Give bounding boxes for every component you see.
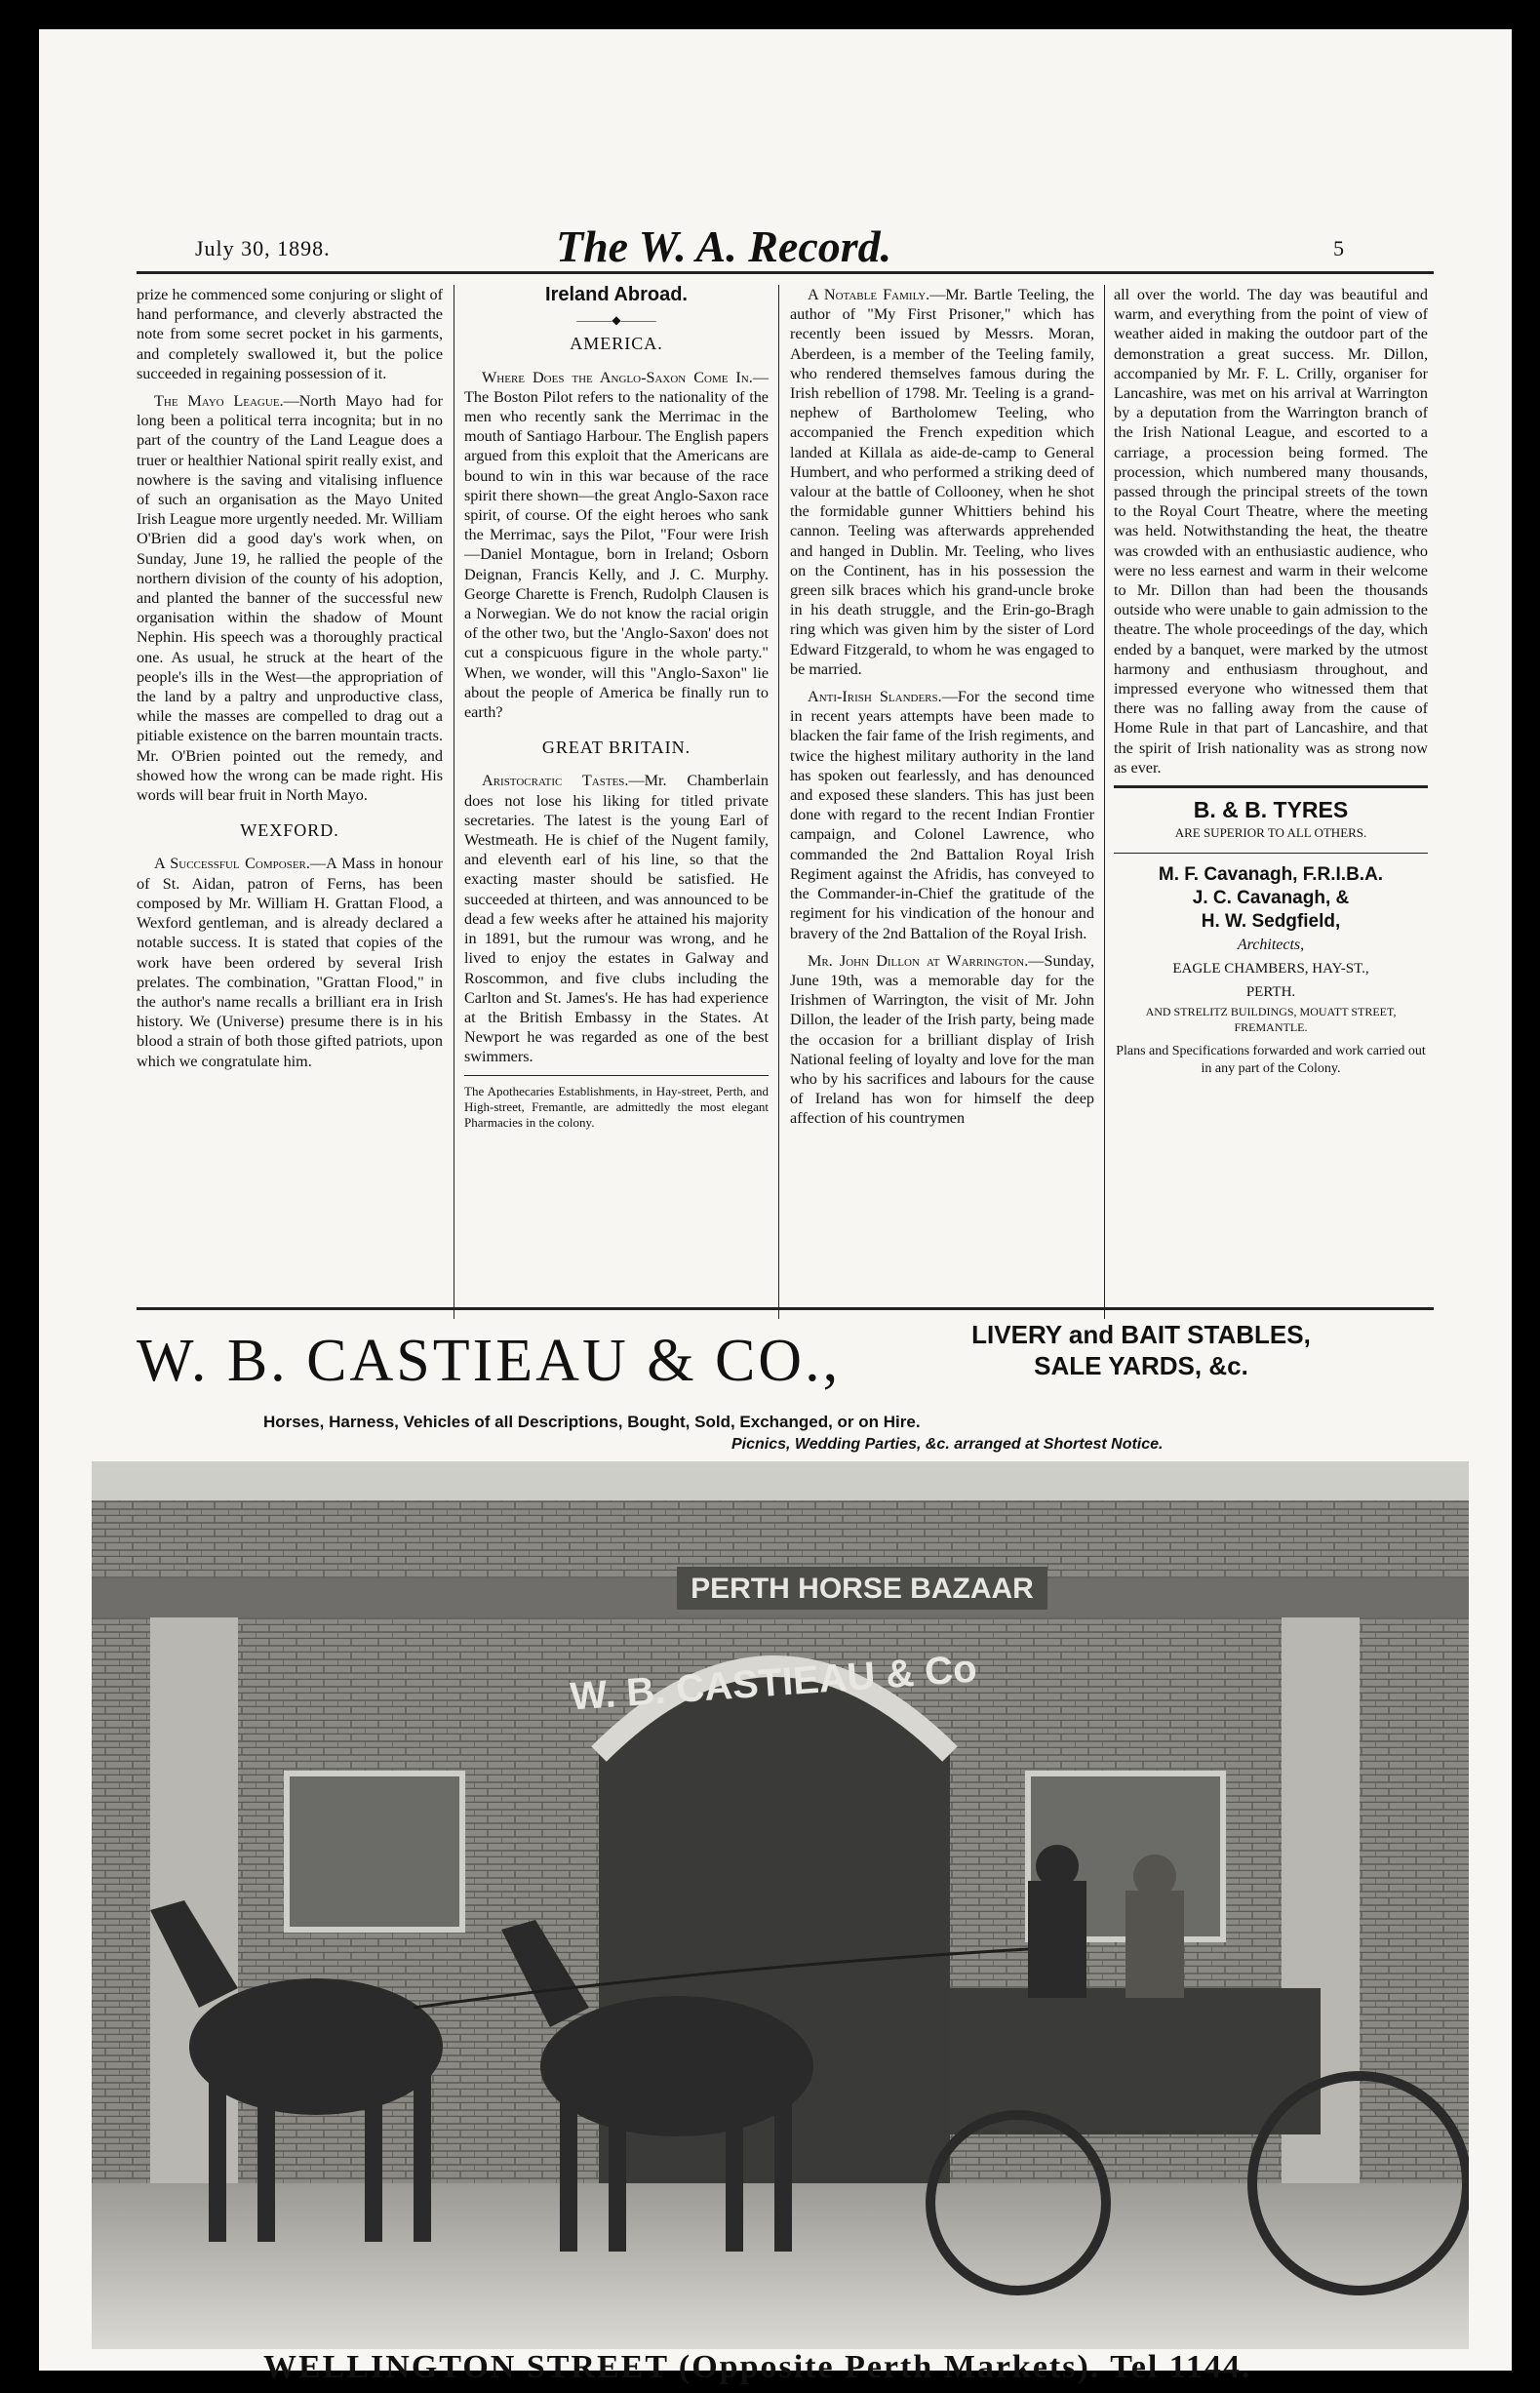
masthead: The W. A. Record.: [556, 221, 892, 271]
paragraph-lead: The Mayo League.: [154, 392, 284, 411]
paragraph-body: —Mr. Bartle Teeling, the author of "My First Prisoner," which has recently been issued by Messrs. Moran, Aberdeen, is a member of the Teeling family, who rendered themselves famous during the Irish rebellion of 1798. Mr. Teeling is a grand-nephew of Bartholomew Teeling, who accompanied the French expedition which landed at Killala as aide-de-camp to General Humbert, and who performed a striking deed of valour at the battle of Collooney, when he shot the formidable gunner Whittiers behind his cannon. Teeling was afterwards apprehended and hanged in Dublin. Mr. Teeling, who lives on the Continent, has in his possession the green silk braces which his grand-uncle broke in his death struggle, and the Erin-go-Bragh ring which was given him by the sister of Lord Edward Fitzgerald, to whom he was engaged to be married.: [790, 286, 1094, 678]
notice-rule: [464, 1075, 769, 1076]
paragraph-dillon: [790, 951, 1094, 1129]
architects-city: PERTH.: [1245, 984, 1296, 1001]
pharmacy-notice: The Apothecaries Establishments, in Hay-street, Perth, and High-street, Fremantle, are admittedly the most elegant Pharmacies in the colony.: [464, 1083, 769, 1130]
ad-rule: [1114, 785, 1428, 788]
section-heading-wexford: WEXFORD.: [240, 820, 339, 841]
paragraph-mayo-league: [137, 391, 443, 805]
architects-advert: [1114, 863, 1428, 1078]
ornament-rule: ———◆———: [576, 313, 656, 328]
column-3: [790, 285, 1094, 1137]
stable-photograph: [92, 1461, 1469, 2349]
page-header: [39, 221, 1512, 271]
section-heading-great-britain: GREAT BRITAIN.: [541, 738, 691, 758]
architects-address: EAGLE CHAMBERS, HAY-ST.,: [1172, 961, 1369, 977]
paragraph-anglo-saxon: [464, 368, 769, 723]
paragraph-body: —North Mayo had for long been a political terra incognita; but in no part of the country of the Land League does a truer or healthier National spirit really exist, and nowhere is the saving and vitalising influence of such an organisation as the Mayo United Irish League more urgently needed. Mr. William O'Brien did a good day's work when, on Sunday, June 19, he rallied the people of the northern division of the county of his adoption, and planted the banner of the successful new organisation within the shadow of Mount Nephin. His speech was a thoroughly practical one. As usual, he struck at the heart of the people's ills in the West—the appropriation of the land by a paltry and unproductive class, while the masses are compelled to drag out a pitiable existence on the barren mountain tracts. Mr. O'Brien pointed out the remedy, and showed how the wrong can be made right. His words will bear fruit in North Mayo.: [137, 392, 443, 805]
column-divider: [778, 285, 779, 1319]
paragraph-composer: [137, 854, 443, 1070]
tyres-title: B. & B. TYRES: [1193, 797, 1349, 823]
paragraph-body: —Sunday, June 19th, was a memorable day for the Irishmen of Warrington, the visit of Mr. John Dillon, the leader of the Irish party, being made the occasion for a brilliant display of Irish National feeling of loyalty and love for the man who by his sacrifices and labours for the cause of Ireland has won for himself the deep affection of his countrymen: [790, 951, 1094, 1128]
column-2: [464, 269, 769, 1138]
architect-name: J. C. Cavanagh, &: [1192, 888, 1350, 909]
paragraph-aristocratic: [464, 771, 769, 1066]
paragraph-lead: Anti-Irish Slanders.: [808, 688, 942, 706]
paragraph-notable-family: [790, 285, 1094, 679]
advert-rule: [137, 1307, 1434, 1310]
paragraph: all over the world. The day was beautiful and warm, and everything from the point of view of weather aided in making the outdoor part of the demonstration a great success. Mr. Dillon, accompanied by Mr. F. L. Crilly, organiser for Lancashire, was met on his arrival at Warrington by a deputation from the Warrington branch of the Irish National League, and escorted to a carriage, a procession being formed. The procession, which numbered many thousands, passed through the principal streets of the town to the Royal Court Theatre, where the meeting was held. Notwithstanding the heat, the theatre was crowded with an enthusiastic audience, who were no less earnest and warm in their welcome to Mr. Dillon than had been the thousands outside who were unable to gain admission to the theatre. The whole proceedings of the day, which ended by a banquet, were marked by the utmost harmony and enthusiasm throughout, and impressed everyone who witnessed them that there was no falling away from the cause of Home Rule in that part of Lancashire, and that the spirit of Irish nationality was as strong now as ever.: [1114, 286, 1428, 777]
ad-rule: [1114, 853, 1428, 854]
livery-line-2: SALE YARDS, &c.: [1034, 1351, 1248, 1380]
tyres-advert: [1114, 796, 1428, 843]
advert-livery: [888, 1319, 1395, 1381]
livery-line-1: LIVERY and BAIT STABLES,: [971, 1320, 1311, 1349]
section-heading-america: AMERICA.: [570, 334, 663, 354]
column-divider: [1104, 285, 1105, 1319]
paragraph-lead: A Successful Composer.: [154, 855, 310, 873]
paragraph-lead: A Notable Family.: [808, 286, 930, 303]
advert-services: Horses, Harness, Vehicles of all Descriptions, Bought, Sold, Exchanged, or on Hire.: [263, 1413, 921, 1431]
header-rule: [137, 271, 1434, 274]
tyres-subtitle: ARE SUPERIOR TO ALL OTHERS.: [1174, 825, 1367, 841]
paragraph-body: —Mr. Chamberlain does not lose his liking for titled private secretaries. The latest is the young Earl of Westmeath. He is chief of the Nugent family, and eleventh earl of his line, so that the exacting master should be satisfied. He succeeded at thirteen, and was announced to be dead a few weeks after he attained his majority in 1891, but the rumour was wrong, and he lived to enjoy the estates in Galway and Roscommon, and five clubs including the Carlton and St. James's. He has had experience at the British Embassy in the States. At Newport he was regarded as one of the best swimmers.: [464, 772, 770, 1066]
column-4: [1114, 285, 1428, 1078]
issue-date: July 30, 1898.: [195, 236, 331, 260]
sign-castieau-arch: W. B. CASTIEAU & Co: [569, 1647, 979, 1719]
architects-address-2: AND STRELITZ BUILDINGS, MOUATT STREET, FREMANTLE.: [1145, 1005, 1397, 1035]
advert-picnics: Picnics, Wedding Parties, &c. arranged at Shortest Notice.: [731, 1436, 1164, 1453]
paragraph-anti-irish: [790, 687, 1094, 943]
paragraph: prize he commenced some conjuring or slight of hand performance, and cleverly abstracted the note from some secret pocket in his garments, and completely swallowed it, but the police succeeded in regaining possession of it.: [137, 286, 443, 382]
advert-company-name: W. B. CASTIEAU & CO.,: [137, 1328, 842, 1394]
architect-name: M. F. Cavanagh, F.R.I.B.A.: [1158, 864, 1384, 886]
paragraph-lead: Aristocratic Tastes.: [482, 772, 629, 790]
page-number: 5: [1333, 236, 1344, 260]
newspaper-page: [39, 29, 1512, 2385]
advert-footer: WELLINGTON STREET (Opposite Perth Markets). Tel 1144.: [263, 2349, 1252, 2385]
sign-perth-horse-bazaar: PERTH HORSE BAZAAR: [691, 1573, 1034, 1605]
architect-name: H. W. Sedgfield,: [1201, 911, 1341, 933]
column-1: [137, 285, 443, 1079]
paragraph-body: —For the second time in recent years attempts have been made to blacken the fair fame of the Irish regiments, and twice the highest military authority in the land has spoken out fearlessly, and has denounced and exposed these slanders. This has just been done with regard to the recent Indian Frontier campaign, and Colonel Lawrence, who commanded the 2nd Battalion Royal Irish Regiment against the Afridis, has conveyed to the Commander-in-Chief the gratitude of the regiment for his vindication of the honour and bravery of the 2nd Battalion of the Royal Irish.: [790, 688, 1094, 942]
paragraph-lead: Where Does the Anglo-Saxon Come In.: [482, 368, 753, 386]
article-title: Ireland Abroad.: [545, 284, 688, 305]
architects-note: Plans and Specifications forwarded and work carried out in any part of the Colony.: [1116, 1044, 1426, 1077]
paragraph-lead: Mr. John Dillon at Warrington.: [808, 951, 1029, 970]
paragraph-body: —A Mass in honour of St. Aidan, patron of Ferns, has been composed by Mr. William H. Grattan Flood, a Wexford gentleman, and is already declared a notable success. It is stated that copies of the work have been ordered by several Irish prelates. The combination, "Grattan Flood," in the author's name recalls a brilliant era in Irish history. We (Universe) presume there is in his blood a strain of both those gifted patriots, upon which we congratulate him.: [137, 855, 443, 1070]
paragraph-body: —The Boston Pilot refers to the nationality of the men who recently sank the Merrimac in the mouth of Santiago Harbour. The English papers argued from this exploit that the Americans are bound to win in this war because of the race spirit there shown—the great Anglo-Saxon race spirit, of course. Of the eight heroes who sank the Merrimac, says the Pilot, "Four were Irish—Daniel Montague, born in Ireland; Osborn Deignan, Francis Kelly, and J. C. Murphy. George Charette is French, Rudolph Clausen is a Norwegian. We do not know the racial origin of the other two, but the 'Anglo-Saxon' does not cut a conspicuous figure in the whole party." When, we wonder, will this "Anglo-Saxon" lie about the people of America be finally run to earth?: [464, 368, 769, 722]
architects-label: Architects,: [1237, 937, 1305, 954]
